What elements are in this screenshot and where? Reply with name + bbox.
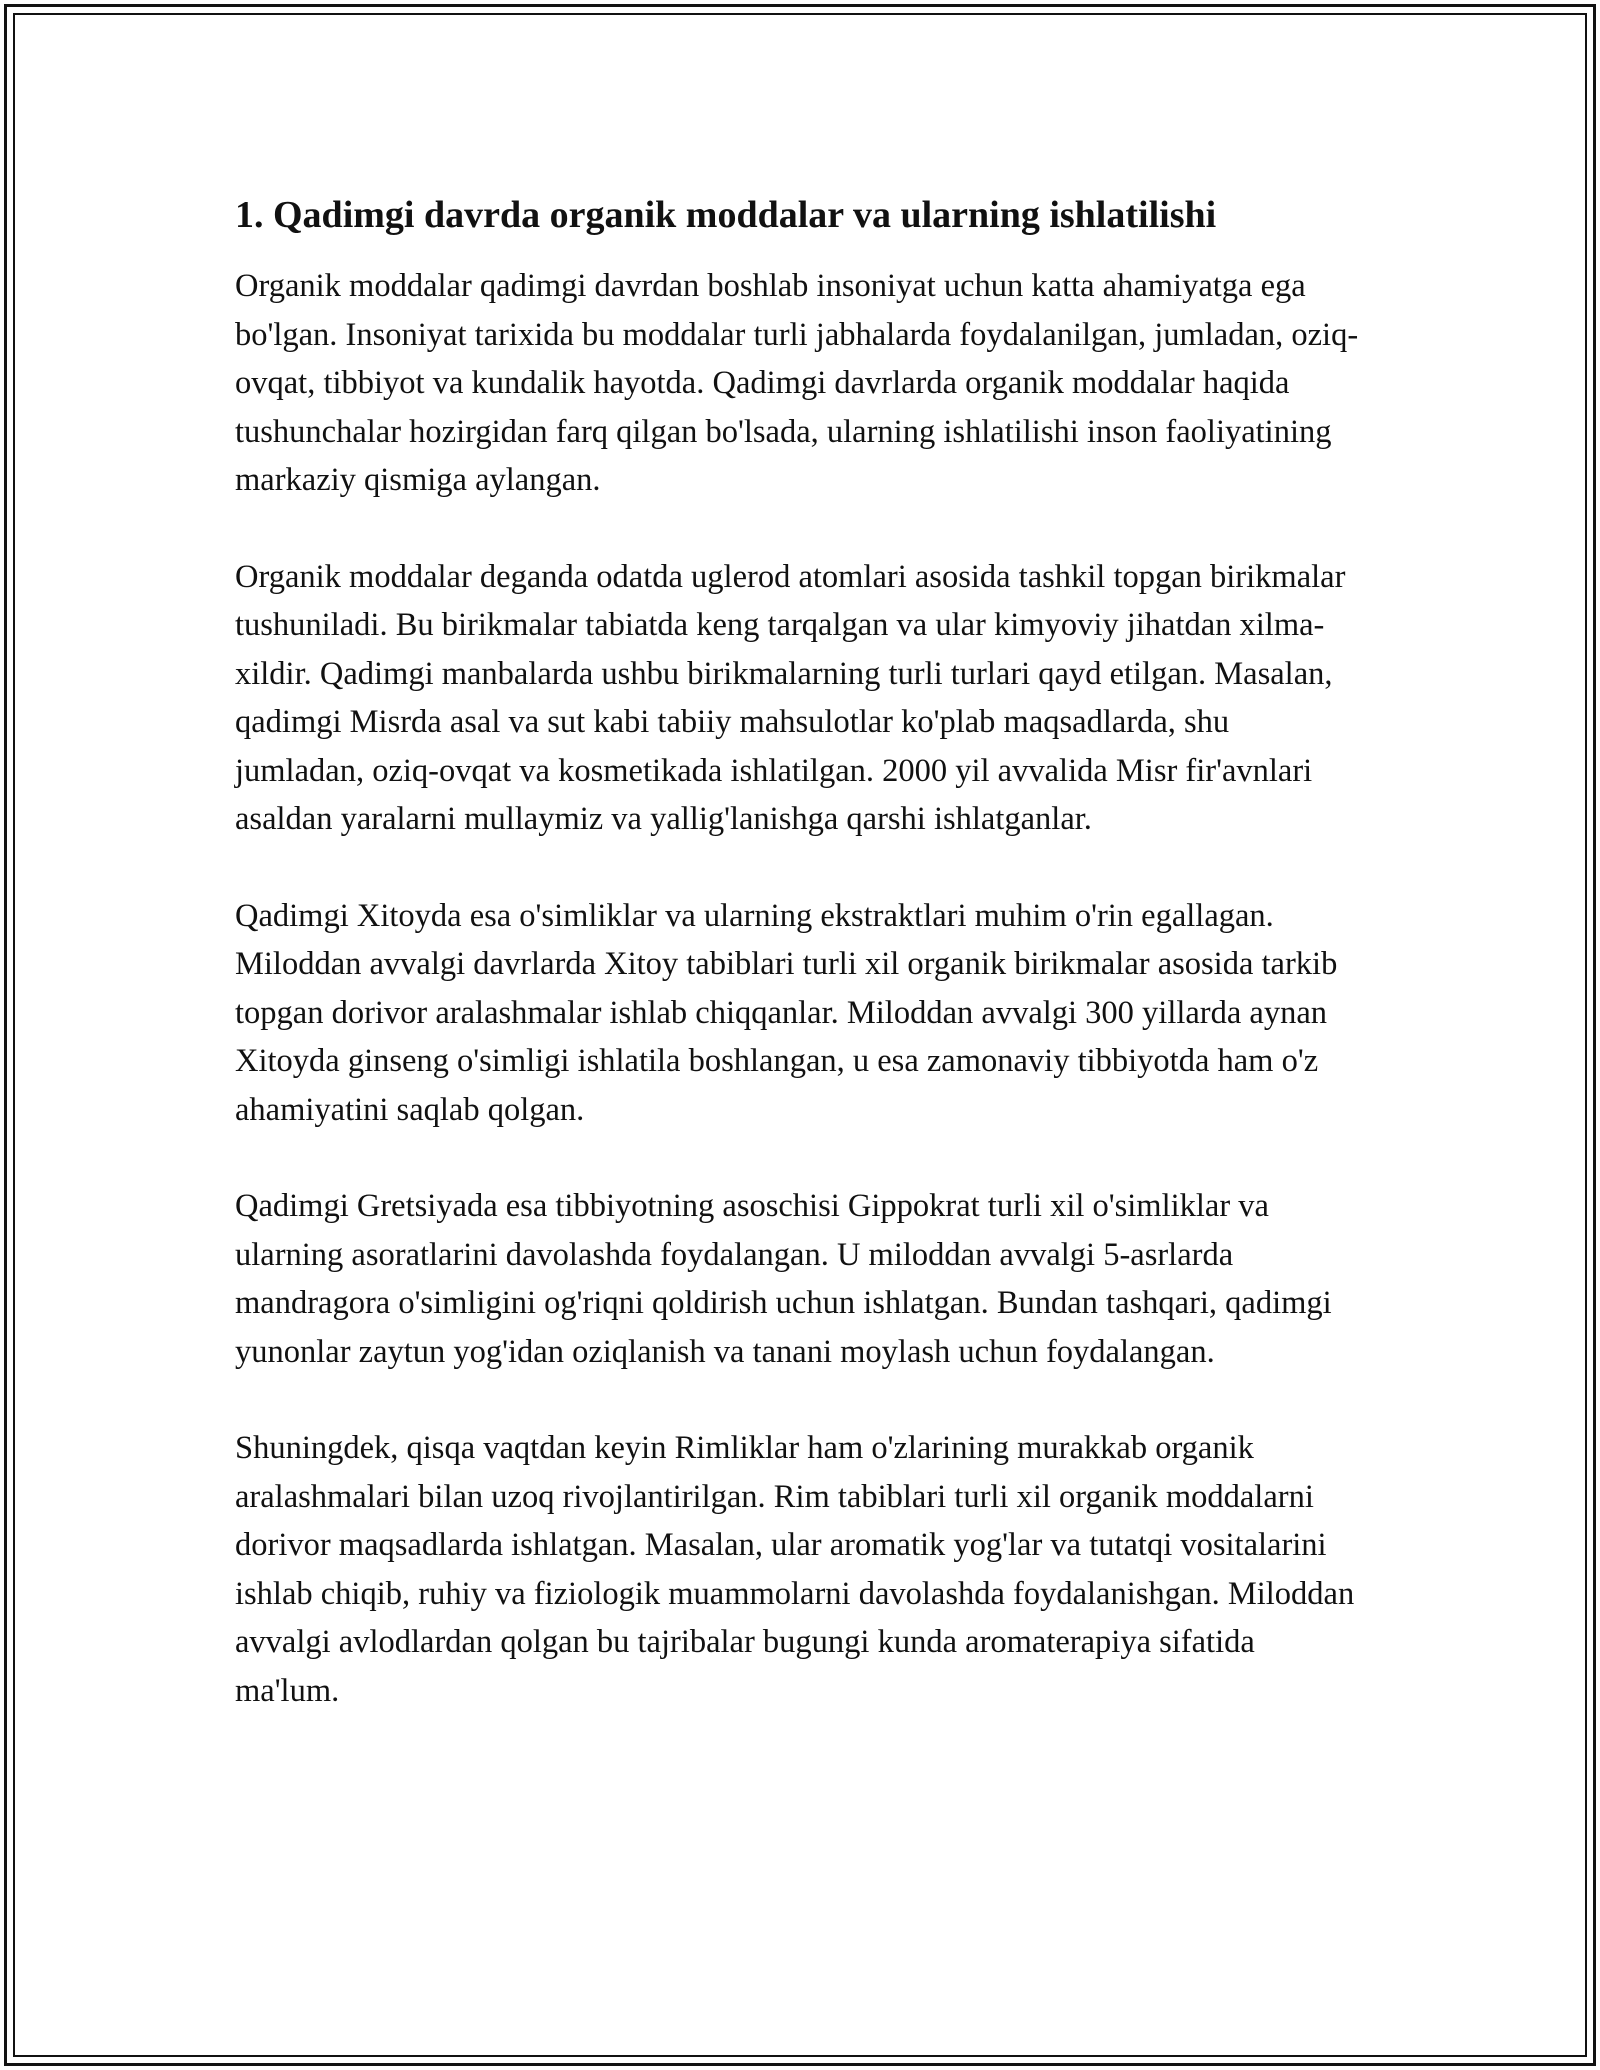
paragraph-2: Organik moddalar deganda odatda uglerod atomlari asosida tashkil topgan birikmalar tushuniladi. Bu birikmalar tabiatda keng tarqalgan va ular kimyoviy jihatdan xilma-xildir. Qadimgi manbalarda ushbu birikmalarning turli turlari qayd etilgan. Masalan, qadimgi Misrda asal va sut kabi tabiiy mahsulotlar ko'plab maqsadlarda, shu jumladan, oziq-ovqat va kosmetikada ishlatilgan. 2000 yil avvalida Misr fir'avnlari asaldan yaralarni mullaymiz va yallig'lanishga qarshi ishlatganlar.: [235, 558, 1346, 837]
paragraph-4: Qadimgi Gretsiyada esa tibbiyotning asoschisi Gippokrat turli xil o'simliklar va ularning asoratlarini davolashda foydalangan. U miloddan avvalgi 5-asrlarda mandragora o'simligini og'riqni qoldirish uchun ishlatgan. Bundan tashqari, qadimgi yunonlar zaytun yog'idan oziqlanish va tanani moylash uchun foydalangan.: [235, 1188, 1332, 1370]
paragraph-3: Qadimgi Xitoyda esa o'simliklar va ularning ekstraktlari muhim o'rin egallagan. Miloddan avvalgi davrlarda Xitoy tabiblari turli xil organik birikmalar asosida tarkib topgan dorivor aralashmalar ishlab chiqqanlar. Miloddan avvalgi 300 yillarda aynan Xitoyda ginseng o'simligi ishlatila boshlangan, u esa zamonaviy tibbiyotda ham o'z ahamiyatini saqlab qolgan.: [235, 897, 1338, 1128]
paragraph-1: Organik moddalar qadimgi davrdan boshlab insoniyat uchun katta ahamiyatga ega bo'lgan. Insoniyat tarixida bu moddalar turli jabhalarda foydalanilgan, jumladan, oziq-ovqat, tibbiyot va kundalik hayotda. Qadimgi davrlarda organik moddalar haqida tushunchalar hozirgidan farq qilgan bo'lsada, ularning ishlatilishi inson faoliyatining markaziy qismiga aylangan.: [235, 268, 1359, 498]
paragraph-5: Shuningdek, qisqa vaqtdan keyin Rimliklar ham o'zlarining murakkab organik aralashmalari bilan uzoq rivojlantirilgan. Rim tabiblari turli xil organik moddalarni dorivor maqsadlarda ishlatgan. Masalan, ular aromatik yog'lar va tutatqi vositalarini ishlab chiqib, ruhiy va fiziologik muammolarni davolashda foydalanishgan. Miloddan avvalgi avlodlardan qolgan bu tajribalar bugungi kunda aromaterapiya sifatida ma'lum.: [235, 1430, 1355, 1709]
section-title: 1. Qadimgi davrda organik moddalar va ularning ishlatilishi: [235, 194, 1217, 236]
document-body: [235, 188, 1365, 1763]
